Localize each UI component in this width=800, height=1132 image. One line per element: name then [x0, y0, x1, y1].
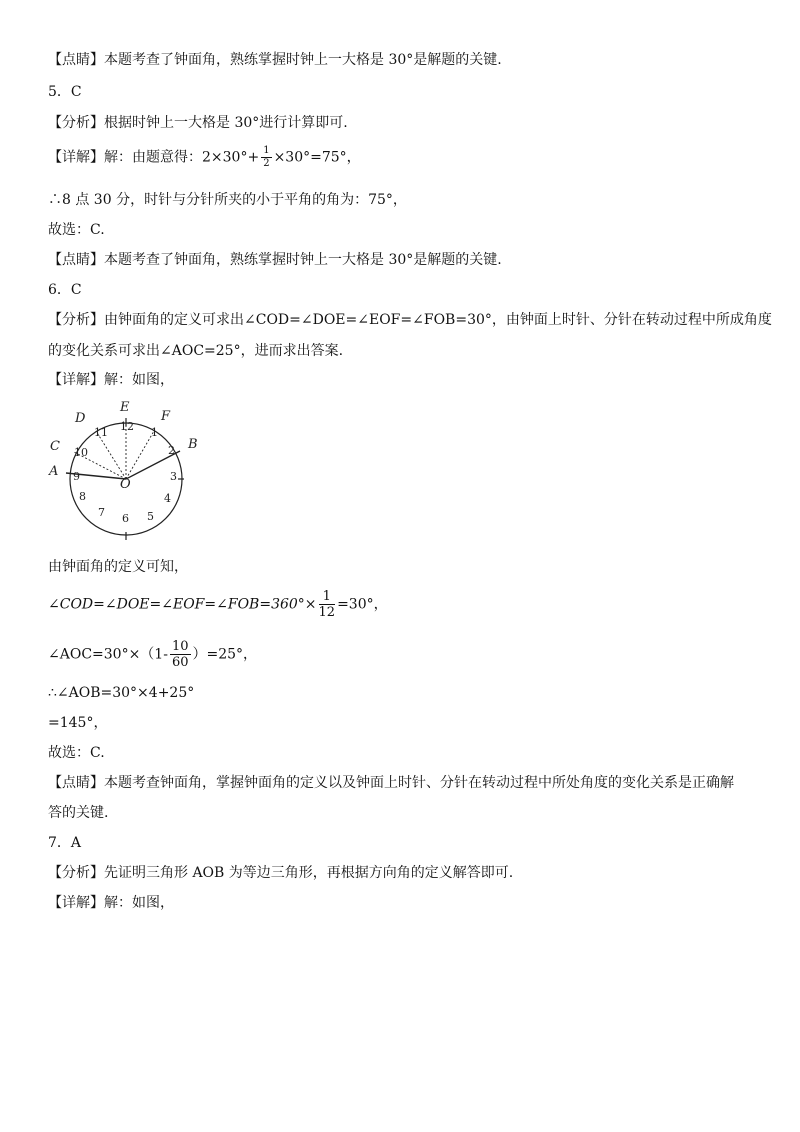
q5-detail: 【详解】解：由题意得：2×30°+ $\frac{1}{2}$ ×30°=75°， [48, 145, 361, 169]
q6-answer: 6．C [48, 282, 82, 298]
label-e: E [120, 400, 130, 415]
q5-answer: 5．C [48, 84, 82, 100]
label-d: D [75, 411, 86, 426]
q5-analysis: 【分析】根据时钟上一大格是 30°进行计算即可. [48, 115, 348, 131]
q6-equation-3: ∴∠AOB=30°×4+25° [48, 685, 195, 701]
q6-analysis-1: 【分析】由钟面角的定义可求出∠COD=∠DOE=∠EOF=∠FOB=30°，由钟面上时针、分针在转动过程中所成角度 [48, 312, 772, 328]
label-o: O [120, 477, 131, 492]
fraction-half: $\frac{1}{2}$ [263, 145, 270, 169]
q7-detail: 【详解】解：如图， [48, 895, 174, 911]
clock-num-3: 3 [170, 470, 177, 483]
clock-num-9: 9 [73, 470, 80, 483]
q5-choose: 故选：C. [48, 222, 105, 238]
label-a: A [49, 464, 59, 479]
q6-definition: 由钟面角的定义可知， [48, 559, 188, 575]
q6-point-2: 答的关键. [48, 805, 109, 821]
clock-num-10: 10 [74, 446, 88, 459]
label-b: B [188, 437, 198, 452]
q6-equation-2: ∠AOC=30°×（1- $\frac{10}{60}$ ）=25°， [48, 639, 258, 670]
label-c: C [50, 439, 60, 454]
q4-point-text: 【点睛】本题考查了钟面角，熟练掌握时钟上一大格是 30°是解题的关键. [48, 52, 502, 68]
clock-num-5: 5 [147, 510, 154, 523]
q5-therefore: ∴8 点 30 分，时针与分针所夹的小于平角的角为：75°， [48, 192, 407, 208]
q5-point: 【点睛】本题考查了钟面角，熟练掌握时钟上一大格是 30°是解题的关键. [48, 252, 502, 268]
label-f: F [161, 409, 171, 424]
clock-num-4: 4 [164, 492, 171, 505]
clock-num-1: 1 [151, 426, 158, 439]
q6-equation-1: ∠COD=∠DOE=∠EOF=∠FOB=360°× $\frac{1}{12}$ =30°， [48, 589, 388, 620]
q6-equation-4: =145°， [48, 715, 108, 731]
q6-analysis-2: 的变化关系可求出∠AOC=25°，进而求出答案. [48, 343, 344, 359]
clock-num-6: 6 [122, 512, 129, 525]
q6-choose: 故选：C. [48, 745, 105, 761]
clock-diagram [44, 396, 204, 541]
fraction-one-twelfth: $\frac{1}{12}$ [318, 589, 336, 620]
clock-num-11: 11 [94, 426, 108, 439]
clock-num-12: 12 [120, 420, 134, 433]
q6-point-1: 【点睛】本题考查钟面角，掌握钟面角的定义以及钟面上时针、分针在转动过程中所处角度的变化关系是正确解 [48, 775, 734, 791]
q7-analysis: 【分析】先证明三角形 AOB 为等边三角形，再根据方向角的定义解答即可. [48, 865, 514, 881]
clock-num-7: 7 [98, 506, 105, 519]
q7-answer: 7．A [48, 835, 82, 851]
fraction-ten-sixtieths: $\frac{10}{60}$ [171, 639, 189, 670]
q6-detail: 【详解】解：如图， [48, 372, 174, 388]
clock-num-2: 2 [168, 444, 175, 457]
clock-num-8: 8 [79, 490, 86, 503]
